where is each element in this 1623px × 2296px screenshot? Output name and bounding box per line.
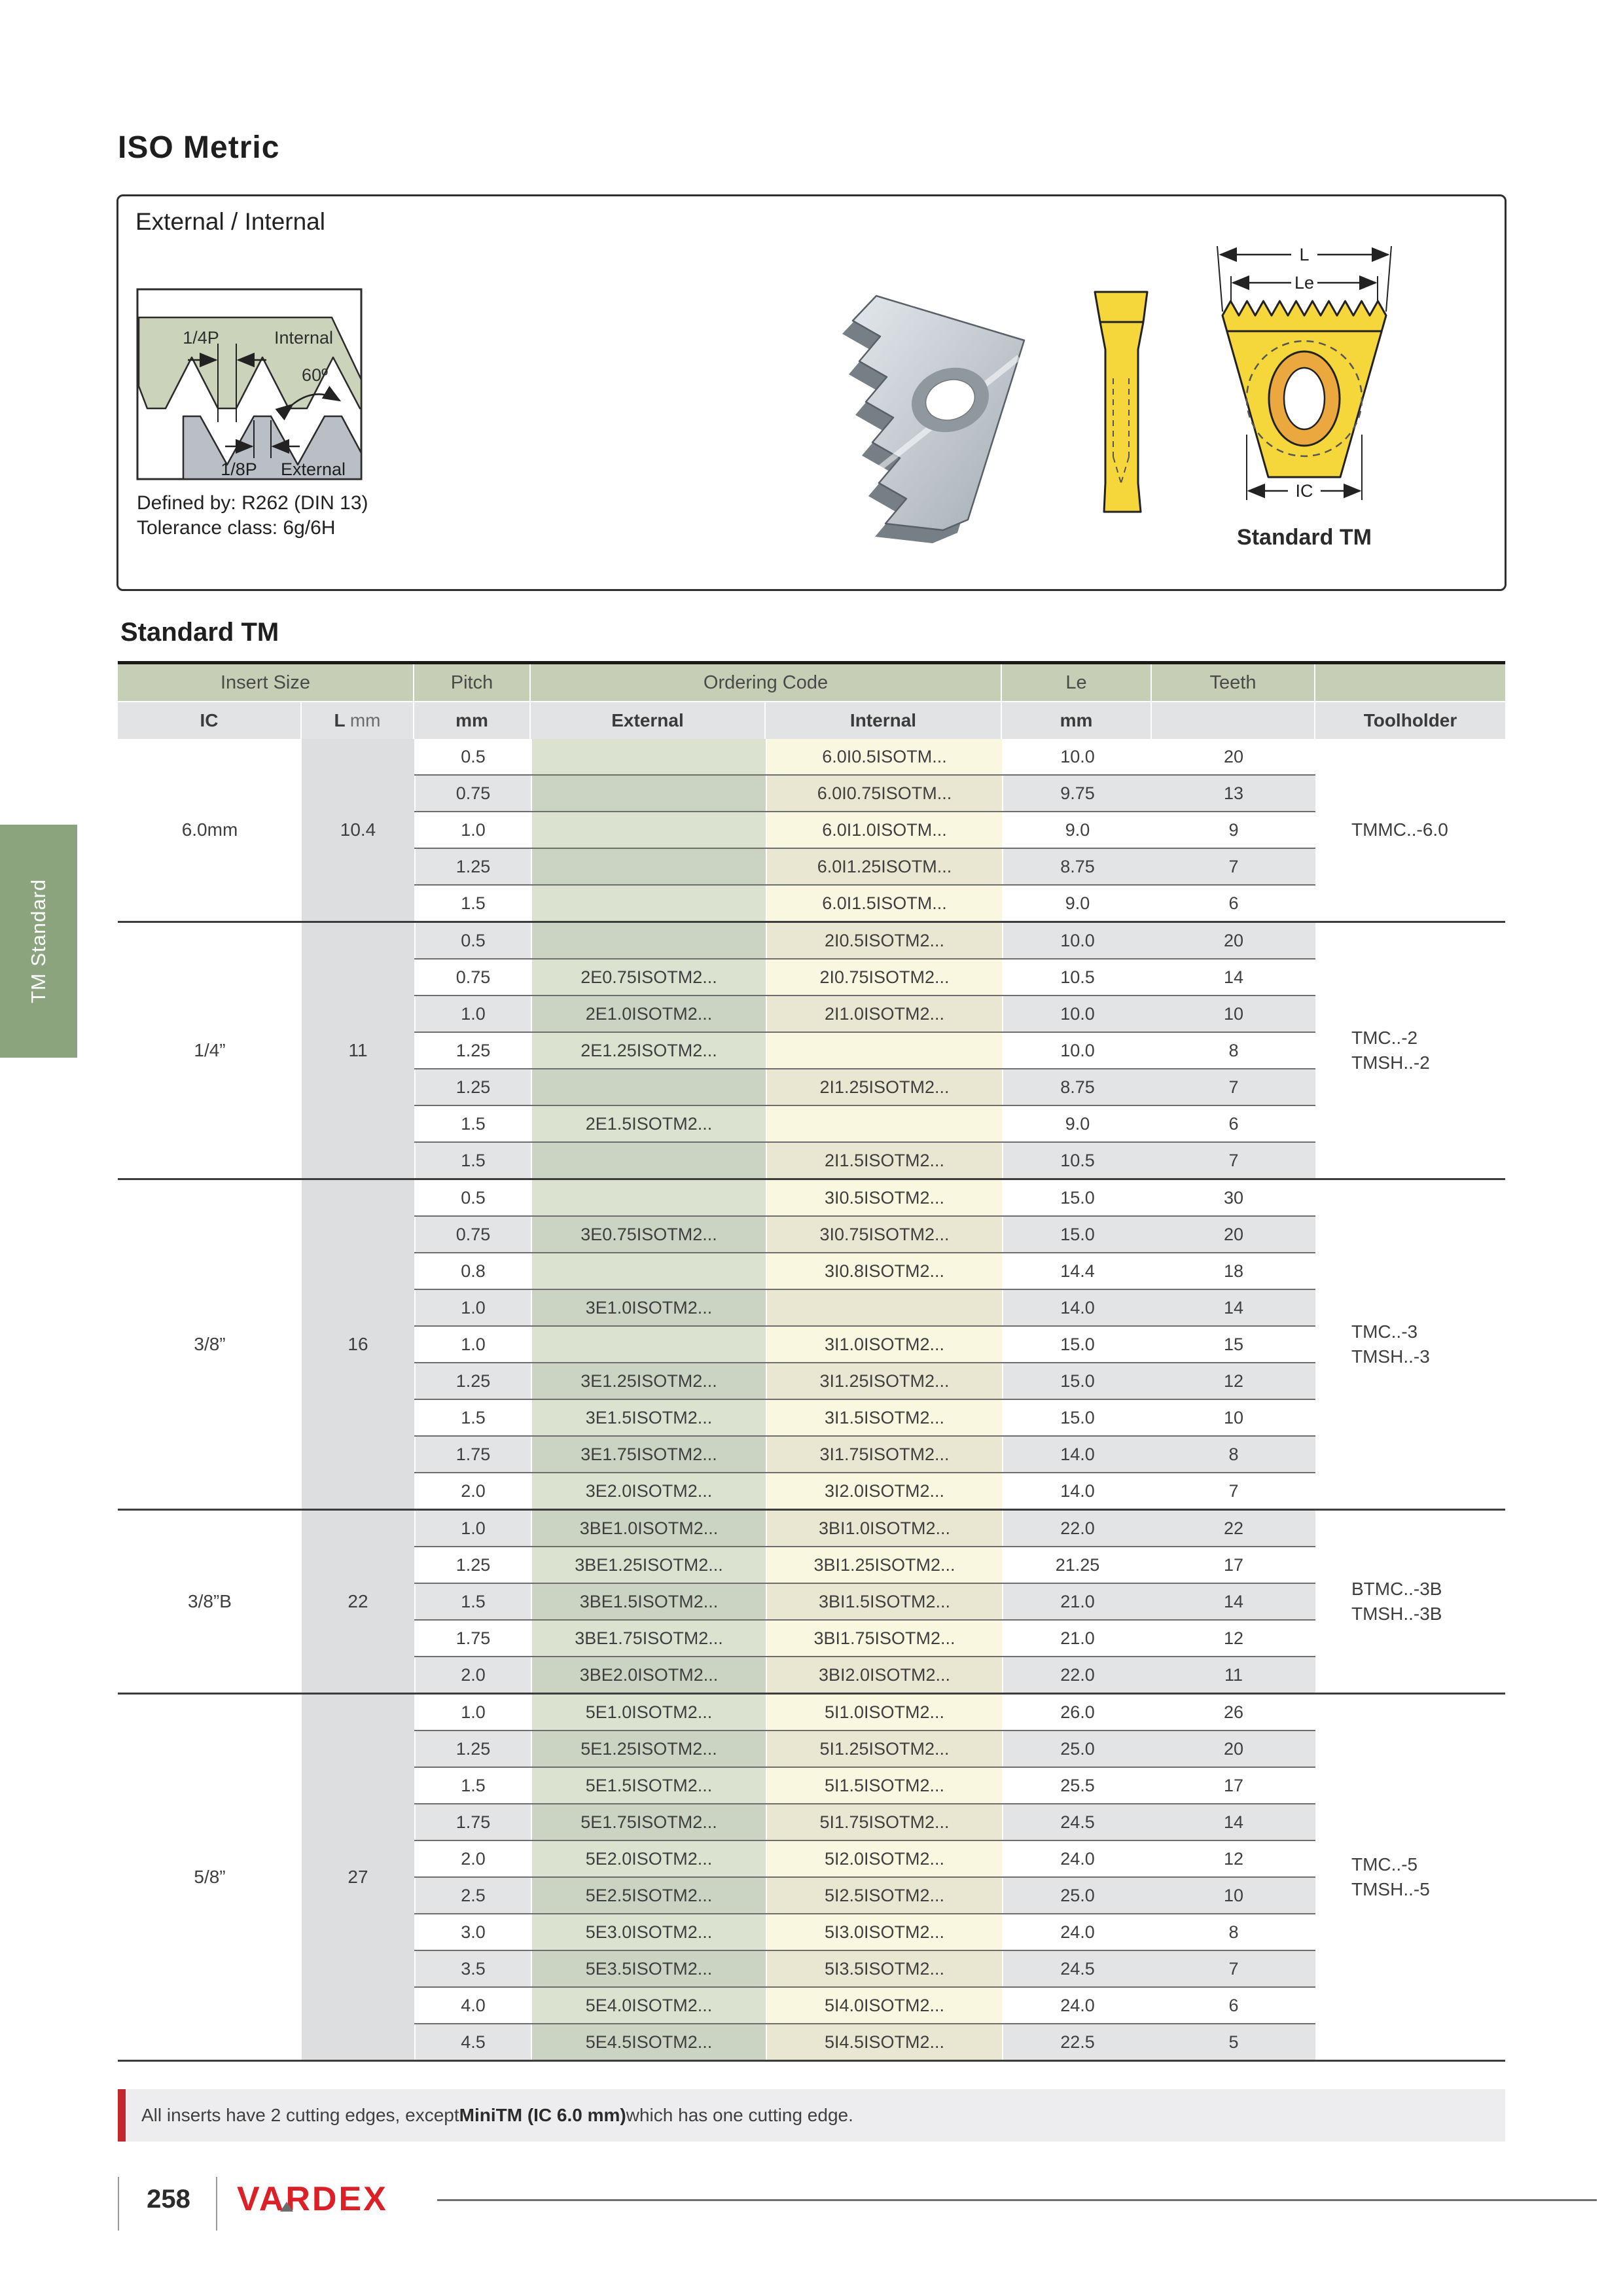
le-cell: 8.75 — [1002, 849, 1152, 884]
l-mm-cell: 10.4 — [302, 739, 414, 921]
external-code-cell: 5E4.0ISOTM2... — [531, 1988, 766, 2023]
le-cell: 10.5 — [1002, 960, 1152, 995]
internal-code-cell: 3I0.8ISOTM2... — [766, 1253, 1002, 1289]
group-rows — [414, 1695, 1315, 2060]
insert-size-group — [118, 739, 1505, 921]
toolholder-cell: TMC..-3 TMSH..-3 — [1351, 1321, 1430, 1367]
external-code-cell: 3E2.0ISOTM2... — [531, 1473, 766, 1509]
teeth-cell: 7 — [1152, 1143, 1315, 1178]
external-code-cell: 3E1.5ISOTM2... — [531, 1400, 766, 1435]
subcol-pitch-mm: mm — [414, 702, 531, 739]
le-cell: 14.0 — [1002, 1473, 1152, 1509]
table-row — [414, 1913, 1315, 1950]
internal-code-cell: 3BI2.0ISOTM2... — [766, 1657, 1002, 1693]
pitch-cell: 1.0 — [414, 812, 531, 848]
internal-code-cell: 3BI1.25ISOTM2... — [766, 1547, 1002, 1583]
le-cell: 26.0 — [1002, 1695, 1152, 1730]
teeth-cell: 9 — [1228, 820, 1239, 840]
external-code-cell: 3E1.75ISOTM2... — [531, 1437, 766, 1472]
dim-L-label: L — [1299, 245, 1310, 264]
teeth-cell: 6 — [1228, 1114, 1239, 1134]
external-code-cell: 2E1.5ISOTM2... — [531, 1106, 766, 1141]
subcol-le-mm: mm — [1002, 702, 1152, 739]
teeth-cell: 15 — [1223, 1335, 1244, 1354]
teeth-cell: 17 — [1223, 1776, 1244, 1795]
table-row — [414, 1986, 1315, 2023]
l-mm-cell: 27 — [302, 1695, 414, 2060]
subcol-toolholder: Toolholder — [1363, 710, 1457, 730]
external-code-cell — [531, 849, 766, 884]
pitch-cell: 0.75 — [414, 960, 531, 995]
table-row — [414, 1141, 1315, 1178]
external-code-cell: 3BE2.0ISOTM2... — [531, 1657, 766, 1693]
le-cell: 14.4 — [1002, 1253, 1152, 1289]
footer-rule — [437, 2199, 1597, 2201]
external-code-cell — [531, 1180, 766, 1215]
external-code-cell — [531, 739, 766, 774]
pitch-cell: 0.5 — [414, 739, 531, 774]
toolholder-cell: TMC..-5 TMSH..-5 — [1351, 1854, 1430, 1899]
pitch-cell: 1.25 — [414, 1363, 531, 1399]
teeth-cell: 22 — [1152, 1511, 1315, 1546]
table-row — [414, 923, 1315, 958]
col-pitch: Pitch — [414, 664, 531, 701]
table-row — [414, 1180, 1315, 1215]
teeth-cell: 14 — [1223, 967, 1244, 987]
footer-divider — [118, 2177, 119, 2231]
le-cell: 9.75 — [1002, 776, 1152, 811]
teeth-cell: 12 — [1223, 1849, 1244, 1869]
external-code-cell: 5E1.5ISOTM2... — [531, 1768, 766, 1803]
col-le: Le — [1002, 664, 1152, 701]
table-row — [414, 1252, 1315, 1289]
external-code-cell: 3BE1.25ISOTM2... — [531, 1547, 766, 1583]
subcol-ic: IC — [118, 702, 302, 739]
external-code-cell: 3BE1.0ISOTM2... — [531, 1511, 766, 1546]
table-row — [414, 1656, 1315, 1693]
teeth-cell: 7 — [1152, 1069, 1315, 1105]
pitch-cell: 4.5 — [414, 2024, 531, 2060]
internal-code-cell: 2I1.0ISOTM2... — [766, 996, 1002, 1031]
ic-cell: 3/8” — [194, 1334, 226, 1354]
subcol-teeth-blank — [1152, 702, 1315, 739]
internal-code-cell — [766, 1290, 1002, 1325]
pitch-cell: 2.5 — [414, 1878, 531, 1913]
subcol-external: External — [531, 702, 766, 739]
table-row — [414, 1546, 1315, 1583]
external-code-cell — [531, 1069, 766, 1105]
external-code-cell: 5E1.75ISOTM2... — [531, 1804, 766, 1840]
external-code-cell: 3E1.25ISOTM2... — [531, 1363, 766, 1399]
table-row — [414, 1105, 1315, 1141]
dim-IC-label: IC — [1295, 481, 1313, 501]
table-row — [414, 1730, 1315, 1767]
group-rows — [414, 1511, 1315, 1693]
internal-code-cell: 5I3.0ISOTM2... — [766, 1914, 1002, 1950]
internal-code-cell: 5I2.0ISOTM2... — [766, 1841, 1002, 1876]
external-code-cell: 3BE1.75ISOTM2... — [531, 1621, 766, 1656]
internal-code-cell: 3BI1.5ISOTM2... — [766, 1584, 1002, 1619]
le-cell: 22.0 — [1002, 1657, 1152, 1693]
group-rows — [414, 1180, 1315, 1509]
le-cell: 25.0 — [1002, 1731, 1152, 1767]
le-cell: 9.0 — [1002, 886, 1152, 921]
insert-caption: Standard TM — [1237, 525, 1372, 550]
external-internal-box — [116, 194, 1507, 591]
teeth-cell: 7 — [1152, 849, 1315, 884]
table-row — [414, 1950, 1315, 1986]
teeth-cell: 20 — [1152, 1217, 1315, 1252]
internal-code-cell: 3BI1.0ISOTM2... — [766, 1511, 1002, 1546]
insert-size-group — [118, 1693, 1505, 2060]
internal-code-cell: 5I1.5ISOTM2... — [766, 1768, 1002, 1803]
table-row — [414, 1325, 1315, 1362]
le-cell: 21.0 — [1002, 1621, 1152, 1656]
le-cell: 22.5 — [1002, 2024, 1152, 2060]
external-code-cell: 5E2.5ISOTM2... — [531, 1878, 766, 1913]
le-cell: 10.0 — [1002, 739, 1152, 774]
table-row — [414, 811, 1315, 848]
col-blank — [1315, 664, 1505, 701]
table-body — [118, 739, 1505, 2060]
le-cell: 21.0 — [1002, 1584, 1152, 1619]
pitch-cell: 1.75 — [414, 1804, 531, 1840]
table-header-groups — [118, 664, 1505, 702]
internal-code-cell: 3I0.75ISOTM2... — [766, 1217, 1002, 1252]
internal-code-cell: 5I4.5ISOTM2... — [766, 2024, 1002, 2060]
le-cell: 15.0 — [1002, 1363, 1152, 1399]
col-insert-size: Insert Size — [118, 664, 414, 701]
teeth-cell: 26 — [1223, 1702, 1244, 1722]
external-code-cell: 3E0.75ISOTM2... — [531, 1217, 766, 1252]
pitch-cell: 2.0 — [414, 1473, 531, 1509]
le-cell: 14.0 — [1002, 1437, 1152, 1472]
internal-code-cell: 2I0.75ISOTM2... — [766, 960, 1002, 995]
internal-code-cell — [766, 1106, 1002, 1141]
pitch-cell: 1.5 — [414, 1106, 531, 1141]
box-label: External / Internal — [135, 208, 325, 235]
teeth-cell: 10 — [1152, 1878, 1315, 1913]
teeth-cell: 20 — [1223, 747, 1244, 766]
table-row — [414, 1583, 1315, 1619]
teeth-cell: 8 — [1228, 1041, 1239, 1060]
le-cell: 25.0 — [1002, 1878, 1152, 1913]
external-code-cell: 3E1.0ISOTM2... — [531, 1290, 766, 1325]
group-rows — [414, 739, 1315, 921]
teeth-cell: 7 — [1152, 1951, 1315, 1986]
section-heading: Standard TM — [120, 618, 279, 647]
table-row — [414, 1767, 1315, 1803]
internal-code-cell: 3I2.0ISOTM2... — [766, 1473, 1002, 1509]
external-code-cell: 5E2.0ISOTM2... — [531, 1841, 766, 1876]
teeth-cell: 8 — [1228, 1922, 1239, 1942]
dim-Le-label: Le — [1294, 273, 1315, 293]
internal-code-cell: 6.0I0.75ISOTM... — [766, 776, 1002, 811]
le-cell: 9.0 — [1002, 1106, 1152, 1141]
external-code-cell: 2E0.75ISOTM2... — [531, 960, 766, 995]
teeth-cell: 20 — [1152, 1731, 1315, 1767]
teeth-cell: 6 — [1228, 1996, 1239, 2015]
le-cell: 15.0 — [1002, 1217, 1152, 1252]
teeth-cell: 12 — [1152, 1363, 1315, 1399]
pitch-cell: 1.25 — [414, 1547, 531, 1583]
le-cell: 24.0 — [1002, 1988, 1152, 2023]
le-cell: 22.0 — [1002, 1511, 1152, 1546]
l-mm-cell: 16 — [302, 1180, 414, 1509]
le-cell: 15.0 — [1002, 1400, 1152, 1435]
pitch-cell: 1.5 — [414, 1584, 531, 1619]
pitch-cell: 1.5 — [414, 1768, 531, 1803]
pitch-cell: 1.75 — [414, 1437, 531, 1472]
internal-code-cell: 5I1.0ISOTM2... — [766, 1695, 1002, 1730]
external-code-cell — [531, 812, 766, 848]
le-cell: 15.0 — [1002, 1180, 1152, 1215]
pitch-cell: 1.25 — [414, 1069, 531, 1105]
le-cell: 25.5 — [1002, 1768, 1152, 1803]
le-cell: 21.25 — [1002, 1547, 1152, 1583]
external-code-cell — [531, 886, 766, 921]
internal-code-cell: 2I1.5ISOTM2... — [766, 1143, 1002, 1178]
ic-cell: 6.0mm — [181, 819, 238, 840]
internal-label: Internal — [274, 328, 334, 348]
external-code-cell — [531, 1253, 766, 1289]
internal-code-cell: 5I2.5ISOTM2... — [766, 1878, 1002, 1913]
pitch-cell: 1.0 — [414, 1695, 531, 1730]
le-cell: 10.0 — [1002, 996, 1152, 1031]
l-mm-cell: 22 — [302, 1511, 414, 1693]
teeth-cell: 12 — [1223, 1628, 1244, 1648]
le-cell: 15.0 — [1002, 1327, 1152, 1362]
subcol-internal: Internal — [766, 702, 1002, 739]
external-label: External — [281, 459, 346, 479]
section-tab-label: TM Standard — [27, 878, 50, 1004]
table-row — [414, 884, 1315, 921]
teeth-cell: 30 — [1223, 1188, 1244, 1208]
table-row — [414, 1619, 1315, 1656]
dim-quarter-p-label: 1/4P — [183, 328, 219, 348]
l-mm-cell: 11 — [302, 923, 414, 1178]
pitch-cell: 1.25 — [414, 849, 531, 884]
footnote-box — [118, 2089, 1505, 2142]
teeth-cell: 5 — [1152, 2024, 1315, 2060]
footnote-text: All inserts have 2 cutting edges, except MiniTM (IC 6.0 mm) which has one cutting edge. — [141, 2105, 853, 2125]
teeth-cell: 14 — [1152, 1290, 1315, 1325]
internal-code-cell: 2I1.25ISOTM2... — [766, 1069, 1002, 1105]
page-number: 258 — [147, 2185, 190, 2214]
external-code-cell: 3BE1.5ISOTM2... — [531, 1584, 766, 1619]
internal-code-cell: 5I1.25ISOTM2... — [766, 1731, 1002, 1767]
external-code-cell: 2E1.0ISOTM2... — [531, 996, 766, 1031]
tolerance-text: Tolerance class: 6g/6H — [137, 517, 336, 539]
internal-code-cell: 2I0.5ISOTM2... — [766, 923, 1002, 958]
pitch-cell: 1.25 — [414, 1033, 531, 1068]
le-cell: 24.5 — [1002, 1951, 1152, 1986]
le-cell: 10.0 — [1002, 923, 1152, 958]
pitch-cell: 0.8 — [414, 1253, 531, 1289]
teeth-cell: 11 — [1152, 1657, 1315, 1693]
teeth-cell: 6 — [1228, 893, 1239, 913]
internal-code-cell — [766, 1033, 1002, 1068]
teeth-cell: 8 — [1152, 1437, 1315, 1472]
teeth-cell: 10 — [1152, 996, 1315, 1031]
teeth-cell: 17 — [1223, 1555, 1244, 1575]
brand-logo: VARDEX — [237, 2180, 388, 2218]
teeth-cell: 18 — [1223, 1261, 1244, 1281]
table-row — [414, 1876, 1315, 1913]
pitch-cell: 1.5 — [414, 1143, 531, 1178]
teeth-cell: 10 — [1223, 1408, 1244, 1427]
internal-code-cell: 3I1.25ISOTM2... — [766, 1363, 1002, 1399]
section-tab-tm-standard — [0, 825, 77, 1058]
table-row — [414, 1472, 1315, 1509]
pitch-cell: 0.5 — [414, 1180, 531, 1215]
table-row — [414, 739, 1315, 774]
insert-size-group — [118, 1178, 1505, 1509]
le-cell: 10.0 — [1002, 1033, 1152, 1068]
pitch-cell: 1.0 — [414, 1327, 531, 1362]
thread-profile-diagram — [135, 281, 371, 484]
pitch-cell: 1.0 — [414, 1290, 531, 1325]
table-row — [414, 1068, 1315, 1105]
internal-code-cell: 3I1.0ISOTM2... — [766, 1327, 1002, 1362]
teeth-cell: 14 — [1152, 1804, 1315, 1840]
le-cell: 24.0 — [1002, 1914, 1152, 1950]
le-cell: 10.5 — [1002, 1143, 1152, 1178]
le-cell: 8.75 — [1002, 1069, 1152, 1105]
pitch-cell: 1.0 — [414, 1511, 531, 1546]
teeth-cell: 7 — [1228, 1481, 1239, 1501]
ic-cell: 1/4” — [194, 1040, 226, 1060]
table-row — [414, 958, 1315, 995]
table-row — [414, 1803, 1315, 1840]
insert-size-group — [118, 1509, 1505, 1693]
table-row — [414, 1695, 1315, 1730]
table-row — [414, 848, 1315, 884]
pitch-cell: 2.0 — [414, 1657, 531, 1693]
pitch-cell: 3.5 — [414, 1951, 531, 1986]
pitch-cell: 0.5 — [414, 923, 531, 958]
teeth-cell: 14 — [1152, 1584, 1315, 1619]
internal-code-cell: 6.0I1.0ISOTM... — [766, 812, 1002, 848]
insert-side-view — [1082, 287, 1160, 522]
pitch-cell: 1.75 — [414, 1621, 531, 1656]
pitch-cell: 0.75 — [414, 776, 531, 811]
table-row — [414, 1399, 1315, 1435]
note-accent-bar — [118, 2089, 126, 2142]
subcol-l-mm: L mm — [302, 702, 414, 739]
table-row — [414, 1031, 1315, 1068]
ic-cell: 3/8”B — [188, 1591, 232, 1611]
table-row — [414, 1289, 1315, 1325]
internal-code-cell: 6.0I1.5ISOTM... — [766, 886, 1002, 921]
le-cell: 24.5 — [1002, 1804, 1152, 1840]
toolholder-cell: TMMC..-6.0 — [1351, 819, 1448, 840]
pitch-cell: 1.5 — [414, 886, 531, 921]
teeth-cell: 13 — [1152, 776, 1315, 811]
internal-code-cell: 5I4.0ISOTM2... — [766, 1988, 1002, 2023]
pitch-cell: 1.0 — [414, 996, 531, 1031]
external-code-cell: 5E1.25ISOTM2... — [531, 1731, 766, 1767]
external-code-cell — [531, 1327, 766, 1362]
le-cell: 14.0 — [1002, 1290, 1152, 1325]
toolholder-cell: TMC..-2 TMSH..-2 — [1351, 1028, 1430, 1073]
table-row — [414, 1362, 1315, 1399]
table-row — [414, 774, 1315, 811]
insert-size-group — [118, 921, 1505, 1178]
ic-cell: 5/8” — [194, 1867, 226, 1887]
pitch-cell: 0.75 — [414, 1217, 531, 1252]
table-row — [414, 1511, 1315, 1546]
external-code-cell: 5E4.5ISOTM2... — [531, 2024, 766, 2060]
table-row — [414, 2023, 1315, 2060]
toolholder-cell: BTMC..-3B TMSH..-3B — [1351, 1579, 1442, 1624]
le-cell: 9.0 — [1002, 812, 1152, 848]
external-code-cell: 5E3.5ISOTM2... — [531, 1951, 766, 1986]
page-title: ISO Metric — [118, 130, 280, 165]
pitch-cell: 2.0 — [414, 1841, 531, 1876]
external-code-cell: 5E3.0ISOTM2... — [531, 1914, 766, 1950]
angle-label: 60º — [302, 365, 328, 385]
insert-front-view — [1193, 238, 1416, 520]
internal-code-cell: 6.0I0.5ISOTM... — [766, 739, 1002, 774]
col-ordering-code: Ordering Code — [531, 664, 1002, 701]
internal-code-cell: 6.0I1.25ISOTM... — [766, 849, 1002, 884]
internal-code-cell: 3BI1.75ISOTM2... — [766, 1621, 1002, 1656]
pitch-cell: 4.0 — [414, 1988, 531, 2023]
pitch-cell: 1.5 — [414, 1400, 531, 1435]
external-code-cell: 2E1.25ISOTM2... — [531, 1033, 766, 1068]
table-row — [414, 995, 1315, 1031]
pitch-cell: 3.0 — [414, 1914, 531, 1950]
defined-by-text: Defined by: R262 (DIN 13) — [137, 492, 368, 514]
pitch-cell: 1.25 — [414, 1731, 531, 1767]
table-row — [414, 1435, 1315, 1472]
brand-logo-triangle-icon — [280, 2202, 293, 2212]
external-code-cell — [531, 923, 766, 958]
internal-code-cell: 3I1.5ISOTM2... — [766, 1400, 1002, 1435]
dim-eighth-p-label: 1/8P — [221, 459, 257, 479]
table-row — [414, 1215, 1315, 1252]
external-code-cell: 5E1.0ISOTM2... — [531, 1695, 766, 1730]
insert-photo — [803, 279, 1058, 560]
group-rows — [414, 923, 1315, 1178]
table-header-subcolumns — [118, 702, 1505, 739]
external-code-cell — [531, 1143, 766, 1178]
internal-code-cell: 5I3.5ISOTM2... — [766, 1951, 1002, 1986]
internal-code-cell: 3I0.5ISOTM2... — [766, 1180, 1002, 1215]
internal-code-cell: 5I1.75ISOTM2... — [766, 1804, 1002, 1840]
internal-code-cell: 3I1.75ISOTM2... — [766, 1437, 1002, 1472]
teeth-cell: 20 — [1152, 923, 1315, 958]
table-row — [414, 1840, 1315, 1876]
external-code-cell — [531, 776, 766, 811]
standard-tm-table — [118, 661, 1505, 2062]
col-teeth: Teeth — [1152, 664, 1315, 701]
le-cell: 24.0 — [1002, 1841, 1152, 1876]
footer-divider — [216, 2177, 217, 2231]
